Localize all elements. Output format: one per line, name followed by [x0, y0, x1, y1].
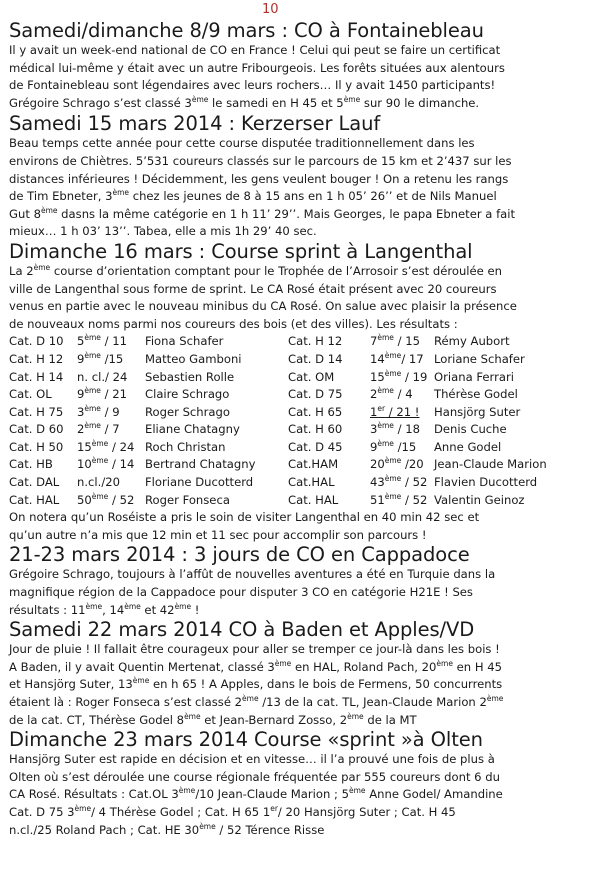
text-run: La 2	[9, 263, 34, 278]
results-cell-rank: 9ème / 21	[77, 386, 127, 402]
results-cell-runner-name: Bertrand Chatagny	[145, 457, 256, 472]
results-cell-runner-name: Claire Schrago	[145, 387, 230, 402]
section-olten	[9, 729, 593, 839]
results-row	[9, 456, 593, 474]
results-cell-runner-name: Matteo Gamboni	[145, 351, 242, 366]
superscript: ème	[84, 333, 101, 343]
section-body-after	[9, 509, 593, 544]
superscript: ème	[377, 421, 394, 431]
section-body	[9, 263, 593, 333]
superscript: ème	[84, 350, 101, 360]
results-cell-category: Cat. D 75	[288, 387, 343, 402]
text-run: /10 Jean-Claude Marion ; 5	[195, 787, 349, 802]
results-cell-category: Cat. D 14	[288, 351, 343, 366]
results-cell-runner-name: Oriana Ferrari	[434, 369, 514, 384]
text-run: et 42	[140, 602, 175, 617]
results-cell-rank: 43ème / 52	[370, 474, 428, 490]
results-cell-rank: 50ème / 52	[77, 491, 135, 507]
results-cell-category: Cat. H 50	[9, 439, 64, 454]
section-langenthal	[9, 241, 593, 545]
section-title: Samedi/dimanche 8/9 mars : CO à Fontainebleau	[9, 19, 484, 42]
results-cell-category: Cat. HAL	[288, 492, 339, 507]
text-run: résultats : 11	[9, 602, 86, 617]
superscript: ème	[199, 821, 216, 831]
text-run: A Baden, il y avait Quentin Mertenat, classé 3	[9, 659, 275, 674]
superscript: ème	[343, 94, 361, 104]
results-cell-category: Cat. H 12	[9, 351, 64, 366]
results-cell-runner-name: Thérèse Godel	[434, 387, 518, 402]
results-row	[9, 474, 593, 492]
text-run: Jour de pluie ! Il fallait être courageux pour aller se tremper ce jour-là dans les bois !	[9, 642, 500, 657]
results-cell-category: Cat. D 10	[9, 334, 64, 349]
text-run: Grégoire Schrago, toujours à l’affût de nouvelles aventures a été en Turquie dans la	[9, 567, 496, 582]
section-title: Samedi 22 mars 2014 CO à Baden et Apples/VD	[9, 618, 475, 642]
section-body	[9, 641, 593, 729]
superscript: ème	[377, 386, 394, 396]
results-cell-category: Cat. DAL	[9, 475, 60, 490]
superscript: ème	[348, 786, 366, 796]
superscript: ème	[132, 676, 150, 686]
results-cell-runner-name: Flavien Ducotterd	[434, 475, 538, 490]
superscript: ème	[84, 421, 101, 431]
text-run: / 4 Thérèse Godel ; Cat. H 65 1	[91, 804, 271, 819]
text-run: qu’un autre n’a mis que 12 min et 11 sec pour accomplir son parcours !	[9, 527, 427, 542]
results-cell-rank: 14ème/ 17	[370, 350, 424, 366]
results-cell-rank: 2ème / 4	[370, 386, 413, 402]
text-run: Cat. D 75 3	[9, 804, 75, 819]
results-cell-runner-name: Roger Schrago	[145, 404, 230, 419]
results-cell-rank: 15ème / 19	[370, 368, 428, 384]
superscript: ème	[274, 658, 292, 668]
results-cell-runner-name: Hansjörg Suter	[434, 404, 521, 419]
text-run: dasns la même catégorie en 1 h 11’ 29’’. Mais Georges, le papa Ebneter a fait	[57, 206, 516, 221]
text-run: Hansjörg Suter est rapide en décision et en vitesse… il l’a prouvé une fois de plus à	[9, 752, 495, 767]
superscript: ème	[178, 786, 196, 796]
article-page	[9, 0, 593, 839]
superscript: ème	[91, 456, 109, 466]
section-kerzerser	[9, 112, 593, 241]
text-run: et Hansjörg Suter, 13	[9, 677, 133, 692]
text-run: environs de Chiètres. 5’531 coureurs classés sur le parcours de 15 km et 2’437 sur les	[9, 153, 512, 168]
section-fontainebleau	[9, 0, 593, 112]
superscript: ème	[384, 368, 402, 378]
superscript: ème	[384, 350, 402, 360]
text-run: en HAL, Roland Pach, 20	[291, 659, 437, 674]
text-run: et Jean-Bernard Zosso, 2	[200, 712, 348, 727]
section-title: Dimanche 23 mars 2014 Course «sprint »à Olten	[9, 728, 483, 752]
text-run: course d’orientation comptant pour le Trophée de l’Arrosoir s’est déroulée en	[50, 263, 502, 278]
text-run: / 20 Hansjörg Suter ; Cat. H 45	[277, 804, 456, 819]
text-run: n.cl./25 Roland Pach ; Cat. HE 30	[9, 822, 200, 837]
text-run: sur 90 le dimanche.	[360, 95, 480, 110]
results-cell-category: Cat. H 60	[288, 422, 343, 437]
section-body	[9, 751, 593, 839]
section-body	[9, 135, 593, 241]
results-cell-runner-name: Denis Cuche	[434, 422, 507, 437]
text-run: distances inférieures ! Décidemment, les gens veulent bouger ! On a retenu les rangs	[9, 171, 509, 186]
superscript: ème	[377, 333, 394, 343]
superscript: ème	[384, 491, 402, 501]
superscript: ème	[33, 262, 51, 272]
page-number: 10	[262, 2, 279, 17]
superscript: ème	[384, 474, 402, 484]
section-baden-apples	[9, 619, 593, 729]
text-run: Beau temps cette année pour cette course disputée traditionnellement dans les	[9, 136, 475, 151]
results-row	[9, 386, 593, 404]
superscript: ème	[377, 438, 394, 448]
results-cell-runner-name: Sebastien Rolle	[145, 369, 235, 384]
text-run: étaient là : Roger Fonseca s’est classé 2	[9, 695, 243, 709]
superscript: ème	[85, 601, 103, 611]
text-run: CA Rosé. Résultats : Cat.OL 3	[9, 787, 179, 802]
superscript: ème	[184, 711, 201, 721]
results-cell-rank: n.cl./20	[77, 475, 120, 490]
superscript: ème	[242, 694, 259, 703]
results-cell-category: Cat. H 65	[288, 404, 343, 419]
superscript: ème	[436, 658, 453, 668]
results-cell-category: Cat. OM	[288, 369, 335, 384]
section-body	[9, 566, 593, 619]
section-cappadoce	[9, 544, 593, 619]
text-run: médical lui-même y était avec un autre Fribourgeois. Les forêts situées aux alentours	[9, 60, 505, 75]
results-cell-category: Cat. H 12	[288, 334, 343, 349]
text-run: de la MT	[363, 712, 417, 727]
text-run: de Tim Ebneter, 3	[9, 189, 113, 204]
results-cell-category: Cat. HB	[9, 457, 53, 472]
text-run: !	[191, 602, 200, 617]
results-cell-category: Cat. OL	[9, 387, 52, 402]
superscript: ème	[191, 94, 209, 104]
results-cell-category: Cat. D 45	[288, 439, 343, 454]
superscript: ème	[347, 711, 364, 721]
superscript: er	[270, 803, 278, 813]
results-cell-rank: 51ème / 52	[370, 491, 428, 507]
text-run: magnifique région de la Cappadoce pour disputer 3 CO en catégorie H21E ! Ses	[9, 585, 473, 600]
results-row	[9, 492, 593, 510]
results-cell-runner-name: Roch Christan	[145, 439, 226, 454]
superscript: ème	[384, 456, 402, 466]
results-cell-rank: 9ème /15	[370, 438, 417, 454]
superscript: ème	[91, 438, 109, 448]
superscript: ème	[112, 188, 130, 198]
results-cell-rank: 20ème /20	[370, 456, 424, 472]
results-cell-rank: n. cl./ 24	[77, 369, 128, 384]
section-body	[9, 42, 593, 112]
text-run: mieux… 1 h 03’ 13’’. Tabea, elle a mis 1h 29’ 40 sec.	[9, 224, 317, 239]
superscript: ème	[174, 601, 192, 611]
results-cell-runner-name: Valentin Geinoz	[434, 492, 525, 507]
results-cell-runner-name: Jean-Claude Marion	[434, 457, 547, 472]
text-run: le samedi en H 45 et 5	[208, 95, 344, 110]
text-run: /13 de la cat. TL, Jean-Claude Marion 2	[258, 695, 487, 709]
superscript: er	[377, 403, 386, 413]
results-cell-rank: 3ème / 18	[370, 421, 420, 437]
results-cell-runner-name: Roger Fonseca	[145, 492, 230, 507]
results-cell-rank: 3ème / 9	[77, 403, 120, 419]
text-run: chez les jeunes de 8 à 15 ans en 1 h 05’ 26’’ et de Nils Manuel	[129, 189, 497, 204]
text-run: venus en partie avec le nouveau minibus du CA Rosé. On salue avec plaisir la présence	[9, 299, 517, 314]
results-cell-rank: 2ème / 7	[77, 421, 120, 437]
text-run: en H 45	[452, 659, 502, 674]
superscript: ème	[84, 386, 101, 396]
results-cell-rank: 10ème / 14	[77, 456, 135, 472]
superscript: ème	[124, 601, 141, 611]
results-row	[9, 333, 593, 351]
results-cell-runner-name: Loriane Schafer	[434, 351, 525, 366]
text-run: Olten où s’est déroulée une course régionale fréquentée par 555 coureurs dont 6 du	[9, 769, 500, 784]
results-cell-runner-name: Rémy Aubort	[434, 334, 510, 349]
section-title: Dimanche 16 mars : Course sprint à Langenthal	[9, 239, 473, 263]
text-run: ville de Langenthal sous forme de sprint. Le CA Rosé était présent avec 20 coureurs	[9, 281, 497, 296]
results-cell-category: Cat.HAM	[288, 457, 339, 472]
results-cell-rank: 1er / 21 !	[370, 403, 420, 419]
superscript: ème	[91, 491, 109, 501]
results-cell-runner-name: Floriane Ducotterd	[145, 475, 254, 490]
superscript: ème	[486, 694, 504, 703]
text-run: de la cat. CT, Thérèse Godel 8	[9, 712, 185, 727]
results-row	[9, 351, 593, 369]
text-run: Gut 8	[9, 206, 41, 221]
text-run: de nouveaux noms parmi nos coureurs des bois (et des villes). Les résultats :	[9, 316, 458, 331]
results-row	[9, 421, 593, 439]
text-run: / 52 Térence Risse	[215, 822, 325, 837]
text-run: On notera qu’un Roséiste a pris le soin de visiter Langenthal en 40 min 42 sec et	[9, 510, 480, 525]
results-cell-category: Cat.HAL	[288, 475, 335, 490]
superscript: ème	[74, 803, 92, 813]
results-cell-category: Cat. H 75	[9, 404, 64, 419]
text-run: , 14	[102, 602, 125, 617]
results-cell-rank: 5ème / 11	[77, 333, 127, 349]
results-cell-rank: 9ème /15	[77, 350, 124, 366]
text-run: de Fontainebleau sont légendaires avec leurs rochers… Il y avait 1450 participants!	[9, 78, 496, 93]
results-cell-category: Cat. HAL	[9, 492, 60, 507]
results-cell-runner-name: Eliane Chatagny	[145, 422, 240, 437]
section-title: 21-23 mars 2014 : 3 jours de CO en Cappadoce	[9, 543, 470, 567]
text-run: Anne Godel/ Amandine	[365, 787, 503, 802]
results-row	[9, 404, 593, 422]
results-cell-rank: 15ème / 24	[77, 438, 135, 454]
results-cell-runner-name: Fiona Schafer	[145, 334, 224, 349]
text-run: Grégoire Schrago s’est classé 3	[9, 95, 192, 110]
results-cell-category: Cat. H 14	[9, 369, 64, 384]
section-title: Samedi 15 mars 2014 : Kerzerser Lauf	[9, 112, 381, 136]
results-table	[9, 333, 593, 509]
results-cell-runner-name: Anne Godel	[434, 439, 502, 454]
results-cell-rank: 7ème / 15	[370, 333, 420, 349]
results-cell-category: Cat. D 60	[9, 422, 64, 437]
results-row	[9, 369, 593, 387]
superscript: ème	[84, 403, 101, 413]
results-row	[9, 439, 593, 457]
text-run: Il y avait un week-end national de CO en France ! Celui qui peut se faire un certificat	[9, 43, 501, 57]
superscript: ème	[40, 205, 58, 215]
text-run: en h 65 ! A Apples, dans le bois de Fermens, 50 concurrents	[149, 677, 503, 692]
